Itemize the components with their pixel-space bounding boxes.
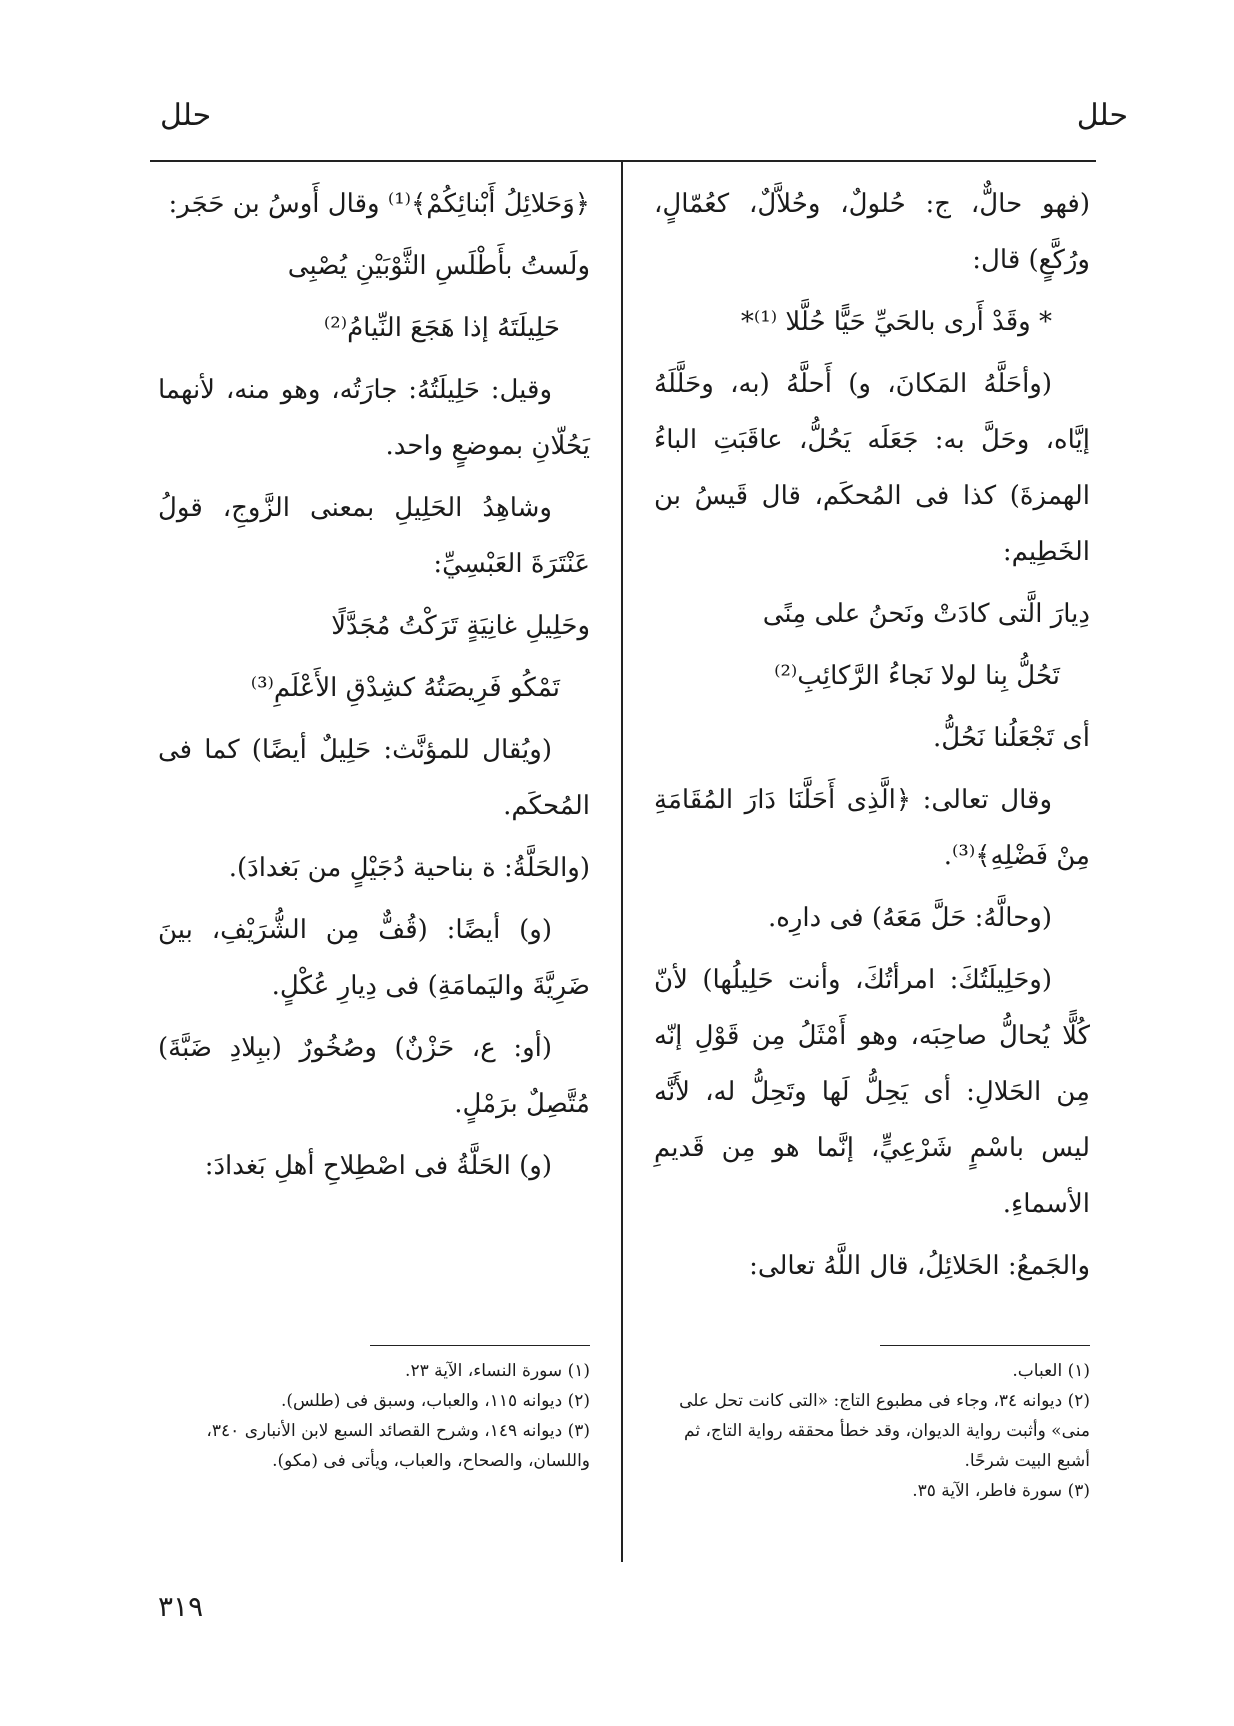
text-line: (و) الحَلَّةُ فى اصْطِلاحِ أهلِ بَغدادَ:	[204, 1151, 552, 1181]
footnote: (٣) ديوانه ١٤٩، وشرح القصائد السبع لابن الأنبارى ٣٤٠، واللسان، والصحاح، والعباب، ويأتى فى (مكو).	[206, 1421, 590, 1471]
right-column	[654, 176, 1090, 1300]
left-column	[158, 176, 590, 1200]
footnote: (١) العباب.	[1012, 1361, 1090, 1381]
verse-line: حَلِيلَتَهُ إذا هَجَعَ النِّيامُ⁽²⁾	[323, 313, 560, 343]
text-line: (و) أيضًا: (قُفٌّ مِن الشُّرَيْفِ، بينَ ضَرِيَّةَ واليَمامَةِ) فى دِيارِ عُكْلٍ.	[158, 915, 590, 1001]
footnotes-right	[654, 1356, 1090, 1506]
footnote: (١) سورة النساء، الآية ٢٣.	[405, 1361, 590, 1381]
header-rule	[150, 160, 1096, 162]
verse-line: * وقَدْ أَرى بالحَيِّ حَيًّا حُلَّلا ⁽¹⁾*	[740, 307, 1052, 337]
footnote-rule-right	[880, 1345, 1090, 1346]
text-line: ﴿وَحَلائِلُ أَبْنائِكُمْ﴾⁽¹⁾ وقال أَوسُ بن حَجَر:	[168, 189, 590, 219]
footnote-rule-left	[370, 1345, 590, 1346]
verse-line: وحَلِيلِ غانِيَةٍ تَرَكْتُ مُجَدَّلًا	[331, 611, 590, 641]
text-line: (وحالَّهُ: حَلَّ مَعَهُ) فى دارِه.	[767, 903, 1052, 933]
text-line: (فهو حالٌّ، ج: حُلولٌ، وحُلاَّلٌ، كعُمّالٍ، ورُكَّعٍ) قال:	[654, 189, 1090, 275]
footnote: (٢) ديوانه ٣٤، وجاء فى مطبوع التاج: «التى كانت تحل على منى» وأثبت رواية الديوان، وقد خطأ محققه رواية التاج، ثم أشبع البيت شرحًا.	[679, 1391, 1090, 1471]
footnote: (٣) سورة فاطر، الآية ٣٥.	[912, 1481, 1090, 1501]
page-number: ٣١٩	[158, 1590, 204, 1623]
footnote: (٢) ديوانه ١١٥، والعباب، وسبق فى (طلس).	[280, 1391, 590, 1411]
text-line: وقيل: حَلِيلَتُهُ: جارَتُه، وهو منه، لأنهما يَحُلّانِ بموضعٍ واحد.	[158, 375, 590, 461]
text-line: والجَمعُ: الحَلائِلُ، قال اللَّهُ تعالى:	[749, 1251, 1090, 1281]
running-head-right: حلل	[1076, 98, 1128, 133]
column-divider	[621, 162, 623, 1562]
verse-line: ولَستُ بأَطْلَسِ الثَّوْبَيْنِ يُصْبِى	[287, 251, 590, 281]
text-line: (ويُقال للمؤنَّث: حَلِيلٌ أيضًا) كما فى المُحكَم.	[158, 735, 590, 821]
text-line: وشاهِدُ الحَلِيلِ بمعنى الزَّوجِ، قولُ عَنْتَرَةَ العَبْسِيِّ:	[158, 493, 590, 579]
text-line: (والحَلَّةُ: ة بناحية دُجَيْلٍ من بَغدادَ).	[228, 853, 590, 883]
text-line: (وأحَلَّهُ المَكانَ، و) أَحلَّهُ (به، وحَلَّلَهُ إيَّاه، وحَلَّ به: جَعَلَه يَحُلُّ، عاقَبَتِ الباءُ الهمزةَ) كذا فى المُحكَم، قال قَيسُ بن الخَطِيم:	[654, 369, 1090, 567]
text-line: وقال تعالى: ﴿الَّذِى أَحَلَّنَا دَارَ المُقَامَةِ مِنْ فَضْلِهِ﴾⁽³⁾.	[654, 785, 1090, 871]
running-head-left: حلل	[160, 98, 212, 133]
text-line: (أو: ع، حَزْنٌ) وصُخُورٌ (ببِلادِ ضَبَّةَ) مُتَّصِلٌ برَمْلٍ.	[158, 1033, 590, 1119]
verse-line: دِيارَ الَّتى كادَتْ ونَحنُ على مِنًى	[762, 599, 1090, 629]
verse-line: تَمْكُو فَرِيصَتُهُ كشِدْقِ الأَعْلَمِ⁽³⁾	[250, 673, 560, 703]
verse-line: تَحُلُّ بِنا لولا نَجاءُ الرَّكائِبِ⁽²⁾	[774, 661, 1060, 691]
text-line: (وحَلِيلَتُكَ: امرأتُكَ، وأنت حَلِيلُها) لأنّ كُلًّا يُحالُّ صاحِبَه، وهو أَمْثَلُ مِن قَوْلِ إنّه مِن الحَلالِ: أى يَحِلُّ لَها وتَحِلُّ له، لأَنَّه ليس باسْمٍ شَرْعِيٍّ، إنَّما هو مِن قَديمِ الأسماءِ.	[654, 965, 1090, 1219]
footnotes-left	[158, 1356, 590, 1476]
text-line: أى تَجْعَلُنا نَحُلُّ.	[932, 723, 1090, 753]
